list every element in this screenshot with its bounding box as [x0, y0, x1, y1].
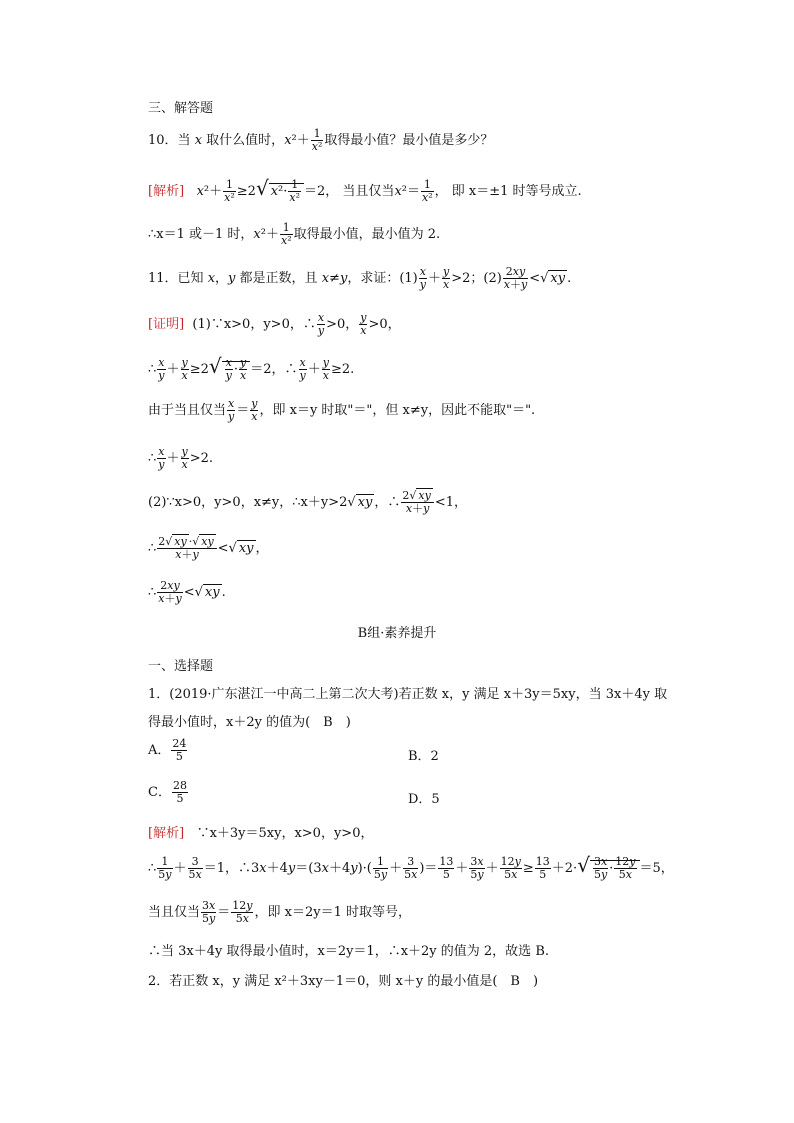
question-11: 11．已知 x，y 都是正数，且 x≠y，求证：(1) $\frac{x}{y}$ ＋ $\frac{y}{x}$ >2；(2) $\frac{2xy}{x+y}$ <√ xy .	[148, 265, 572, 291]
q11-stem-b: 都是正数，且	[239, 271, 318, 286]
q11-p2a: (2)∵x>0，y>0，x≠y，∴x＋y>2	[148, 495, 348, 510]
option-a-den: 5	[175, 750, 183, 763]
q11-proof-5: ∴ $\frac{2√ xy \cdot√ xy}{x+y}$ <√ xy ，	[148, 535, 269, 561]
q11-stem-a: 11．已知	[148, 271, 204, 286]
question-10: 10．当 x 取什么值时，x²＋ $\frac{1}{\text{x²}}$ 取得最小值？最小值是多少？	[148, 127, 494, 153]
q11-note: 由于当且仅当 $\frac{x}{y}$ ＝ $\frac{y}{x}$ ，即 x＝y 时取"＝"，但 x≠y，因此不能取"＝".	[148, 397, 536, 423]
solution-label: [解析]	[148, 184, 185, 199]
b1-solution-2: ∴ $\frac{1}{5y}$ ＋ $\frac{3}{5x}$ ＝1，∴3x＋4y＝(3x＋4y)·( $\frac{1}{5y}$ ＋ $\frac{3}{5x}$ )＝ $\frac{13}{5}$ ＋ $\frac{3x}{5y}$ ＋ $\frac{12y}{5x}$ ≥ $\frac{13}{5}$ ＋2·√ $\frac{3x}{5y}$ · $\frac{12y}{5x}$ ＝5，	[148, 853, 674, 881]
b1-solution-1	[148, 822, 373, 841]
q10-concl-b: 取得最小值，最小值为 2.	[293, 227, 441, 242]
group-b-title: B组·素养提升	[357, 626, 437, 641]
option-a-label: A．	[148, 743, 171, 758]
b1-solution-label: [解析]	[148, 826, 185, 841]
proof-label: [证明]	[148, 317, 185, 332]
q10-label: 10．当	[148, 133, 191, 148]
q11-proof-text: (1)∵x>0，y>0，∴	[192, 317, 316, 332]
q11-stem-c: 求证：(1)	[360, 271, 418, 286]
q10-text: 取什么值时，	[206, 133, 285, 148]
q10-conclusion: ∴x＝1 或－1 时，x²＋ $\frac{1}{\text{x²}}$ 取得最小值，最小值为 2.	[148, 221, 441, 247]
q10-solution: [解析] x²＋ $\frac{1}{\text{x²}}$ ≥2√ x²· $\frac{1}{\text{x²}}$ ＝2， 当且仅当x²＝ $\frac{1}{\text{x²}}$ ， 即 x＝±1 时等号成立.	[148, 176, 582, 204]
b1-stem-line1: 1．(2019·广东湛江一中高二上第二次大考)若正数 x，y 满足 x＋3y＝5xy，当 3x＋4y 取	[148, 687, 668, 702]
b1-solution-4: ∴当 3x＋4y 取得最小值时，x＝2y＝1，∴x＋2y 的值为 2，故选 B.	[148, 944, 550, 959]
q11-p2b: ∴	[148, 585, 157, 600]
q11-note-prefix: 由于当且仅当	[148, 403, 227, 418]
q11-proof-6: ∴ $\frac{2xy}{x+y}$ <√ xy .	[148, 579, 226, 605]
option-a-num: 24	[172, 737, 187, 750]
q10-tail: 取得最小值？最小值是多少？	[324, 133, 494, 148]
option-c-label: C．	[148, 785, 171, 800]
q11-note-text: 即 x＝y 时取"＝"，但 x≠y，因此不能取"＝".	[272, 403, 536, 418]
option-c-num: 28	[172, 779, 187, 792]
q10-sol-text1: 当且仅当	[342, 184, 395, 199]
b1-sol-line3a: 当且仅当	[148, 905, 201, 920]
option-c-den: 5	[176, 792, 184, 805]
b1-option-a	[148, 738, 188, 763]
b1-sol-line3b: 即 x＝2y＝1 时取等号，	[267, 905, 411, 920]
b1-stem-line2: 得最小值时，x＋2y 的值为( B )	[148, 715, 351, 730]
q11-proof-1: [证明] (1)∵x>0，y>0，∴ $\frac{x}{y}$ >0， $\frac{y}{x}$ >0，	[148, 311, 401, 337]
b1-option-c	[148, 780, 189, 805]
b2-stem: 2．若正数 x，y 满足 x²＋3xy－1＝0，则 x＋y 的最小值是( B )	[148, 974, 539, 989]
section-title: 三、解答题	[148, 101, 214, 116]
choice-section-title: 一、选择题	[148, 659, 214, 674]
b1-solution-3: 当且仅当 $\frac{3x}{5y}$ ＝ $\frac{12y}{5x}$ ，即 x＝2y＝1 时取等号，	[148, 899, 411, 925]
q10-concl-a: ∴x＝1 或－1 时，	[148, 227, 254, 242]
b1-sol-line1: ∵x＋3y＝5xy，x>0，y>0，	[196, 826, 374, 841]
b1-option-d: D．5	[408, 792, 440, 807]
q10-sol-text2: 即 x＝±1 时等号成立.	[451, 184, 582, 199]
b1-option-b: B．2	[408, 749, 439, 764]
q11-stem-d: (2)	[483, 271, 502, 286]
q11-proof-2: ∴ $\frac{x}{y}$ ＋ $\frac{y}{x}$ ≥2√ $\frac{x}{y}$ · $\frac{y}{x}$ ＝2，∴ $\frac{x}{y}$ ＋ $\frac{y}{x}$ ≥2.	[148, 354, 355, 382]
q11-proof-3: ∴ $\frac{x}{y}$ ＋ $\frac{y}{x}$ >2.	[148, 445, 214, 471]
q11-proof-4: (2)∵x>0，y>0，x≠y，∴x＋y>2√ xy ，∴ $\frac{2√ xy}{x+y}$ <1，	[148, 489, 467, 515]
